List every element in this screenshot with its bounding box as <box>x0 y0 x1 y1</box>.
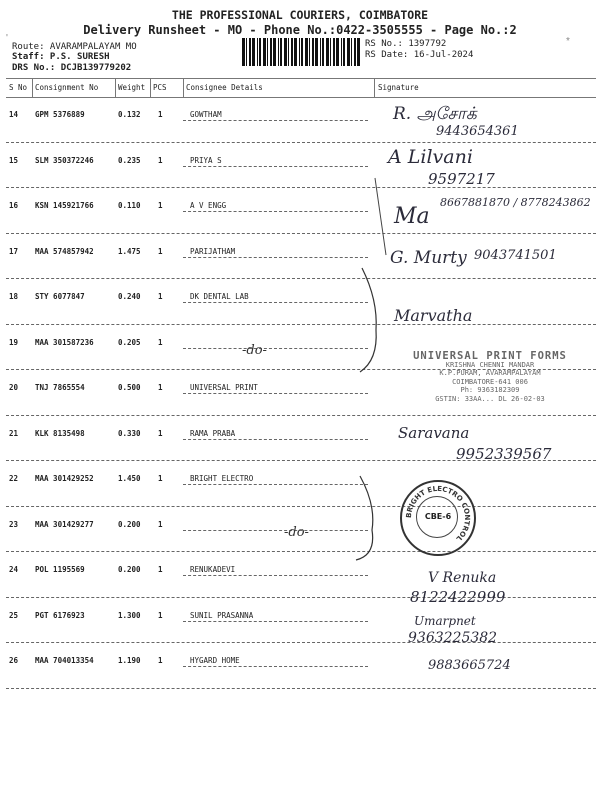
rs-date: RS Date: 16-Jul-2024 <box>365 50 474 60</box>
col-pcs-header: PCS <box>153 83 167 92</box>
signature-17: G. Murty <box>390 248 467 268</box>
corner-mark-right: * <box>566 36 570 47</box>
row-weight: 0.132 <box>118 110 141 119</box>
row-weight: 0.235 <box>118 155 141 165</box>
corner-mark-left: ' <box>6 33 8 44</box>
row-sno: 14 <box>9 110 19 119</box>
ditto-mark-19: -do- <box>242 343 267 358</box>
row-pcs: 1 <box>158 383 163 392</box>
row-sno: 18 <box>9 292 19 301</box>
ditto-mark-23: -do- <box>284 525 309 540</box>
row-consignee: BRIGHT ELECTRO <box>190 474 254 483</box>
signature-25-phone: 9363225382 <box>408 630 498 646</box>
row-pcs: 1 <box>158 292 163 301</box>
row-pcs: 1 <box>158 474 163 483</box>
stamp-line: UNIVERSAL PRINT FORMS <box>413 350 567 362</box>
svg-text:BRIGHT ELECTRO CONTROL: BRIGHT ELECTRO CONTROL <box>404 484 472 543</box>
row-pcs: 1 <box>158 201 163 210</box>
row-sno: 26 <box>9 656 19 665</box>
stamp-line: KRISHNA CHENNI MANDAR <box>445 360 535 369</box>
row-weight: 1.475 <box>118 246 141 256</box>
stamp-line: GSTIN: 33AA... DL 26-02-03 <box>435 394 545 403</box>
row-pcs: 1 <box>158 610 163 620</box>
row-consignee: A V ENGG <box>190 201 227 210</box>
universal-print-stamp <box>394 352 586 403</box>
row-consignee: HYGARD HOME <box>190 656 240 665</box>
row-consignment-no: POL 1195569 <box>35 565 85 574</box>
route-label: Route: AVARAMPALAYAM MO <box>12 42 137 52</box>
signature-24-phone: 8122422999 <box>410 588 506 606</box>
staff-label: Staff: P.S. SURESH <box>12 52 110 62</box>
row-consignee: UNIVERSAL PRINT <box>190 383 258 392</box>
stamp-line: Ph: 9363182309 <box>460 386 520 394</box>
row-pcs: 1 <box>158 110 163 119</box>
signature-16-phone: 8667881870 / 8778243862 <box>440 196 591 209</box>
row-sno: 19 <box>9 337 19 347</box>
signature-16: Ma <box>394 204 430 229</box>
row-pcs: 1 <box>158 246 163 256</box>
drs-number: DRS No.: DCJB139779202 <box>12 63 132 73</box>
signature-17-phone: 9043741501 <box>474 248 557 263</box>
row-consignment-no: MAA 704013354 <box>35 656 94 665</box>
row-sno: 22 <box>9 474 19 483</box>
bright-electro-round-stamp <box>400 480 476 556</box>
row-weight: 1.450 <box>118 474 141 483</box>
row-consignment-no: MAA 301429277 <box>35 519 94 529</box>
row-consignee: SUNIL PRASANNA <box>190 610 254 620</box>
col-consignee-header: Consignee Details <box>186 83 263 92</box>
signature-21: Saravana <box>398 424 470 442</box>
row-consignment-no: KLK 8135498 <box>35 428 85 438</box>
row-consignee: RENUKADEVI <box>190 565 236 574</box>
row-pcs: 1 <box>158 428 163 438</box>
row-pcs: 1 <box>158 656 163 665</box>
signature-18: Marvatha <box>394 306 473 325</box>
stamp-line: COIMBATORE-641 006 <box>452 377 528 386</box>
row-consignment-no: GPM 5376889 <box>35 110 85 119</box>
row-consignment-no: KSN 145921766 <box>35 201 94 210</box>
row-weight: 0.110 <box>118 201 141 210</box>
row-weight: 0.500 <box>118 383 141 392</box>
row-consignment-no: STY 6077847 <box>35 292 85 301</box>
signature-21-phone: 9952339567 <box>456 445 552 463</box>
row-sno: 25 <box>9 610 19 620</box>
stamp-center-text: CBE-6 <box>424 512 452 521</box>
signature-14-phone: 9443654361 <box>436 124 519 139</box>
row-consignment-no: TNJ 7865554 <box>35 383 85 392</box>
row-pcs: 1 <box>158 565 163 574</box>
row-sno: 20 <box>9 383 19 392</box>
rs-number: RS No.: 1397792 <box>365 39 447 49</box>
col-signature-header: Signature <box>378 83 419 92</box>
row-weight: 1.300 <box>118 610 141 620</box>
row-sno: 16 <box>9 201 19 210</box>
row-consignee: DK DENTAL LAB <box>190 292 249 301</box>
signature-14: R. அசோக் <box>393 104 477 124</box>
row-pcs: 1 <box>158 519 163 529</box>
row-weight: 0.200 <box>118 519 141 529</box>
row-pcs: 1 <box>158 337 163 347</box>
col-sno-header: S No <box>9 83 28 92</box>
signature-15: A Lilvani <box>388 146 473 168</box>
row-consignment-no: SLM 350372246 <box>35 155 94 165</box>
row-consignment-no: MAA 301429252 <box>35 474 94 483</box>
row-consignment-no: MAA 574857942 <box>35 246 94 256</box>
row-sno: 24 <box>9 565 19 574</box>
row-weight: 1.190 <box>118 656 141 665</box>
row-sno: 17 <box>9 246 19 256</box>
row-weight: 0.200 <box>118 565 141 574</box>
row-consignment-no: PGT 6176923 <box>35 610 85 620</box>
col-weight-header: Weight <box>118 83 146 92</box>
row-weight: 0.205 <box>118 337 141 347</box>
signature-15-phone: 9597217 <box>428 170 495 188</box>
row-consignment-no: MAA 301587236 <box>35 337 94 347</box>
row-sno: 21 <box>9 428 19 438</box>
row-sno: 23 <box>9 519 19 529</box>
runsheet-title: Delivery Runsheet - MO - Phone No.:0422-3505555 - Page No.:2 <box>83 23 517 37</box>
row-consignee: RAMA PRABA <box>190 428 236 438</box>
signature-24: V Renuka <box>428 570 497 586</box>
row-consignee: GOWTHAM <box>190 110 222 119</box>
row-sno: 15 <box>9 155 19 165</box>
row-weight: 0.240 <box>118 292 141 301</box>
col-consignment-header: Consignment No <box>35 83 99 92</box>
row-consignee: PRIYA S <box>190 155 222 165</box>
row-consignee: PARIJATHAM <box>190 246 236 256</box>
stamp-line: K.P.PURAM, AVARAMPALAYAM <box>439 369 541 377</box>
company-name: THE PROFESSIONAL COURIERS, COIMBATORE <box>171 8 429 22</box>
signature-26-phone: 9883665724 <box>428 658 511 673</box>
signature-25: Umarpnet <box>414 614 476 628</box>
row-pcs: 1 <box>158 155 163 165</box>
row-weight: 0.330 <box>118 428 141 438</box>
